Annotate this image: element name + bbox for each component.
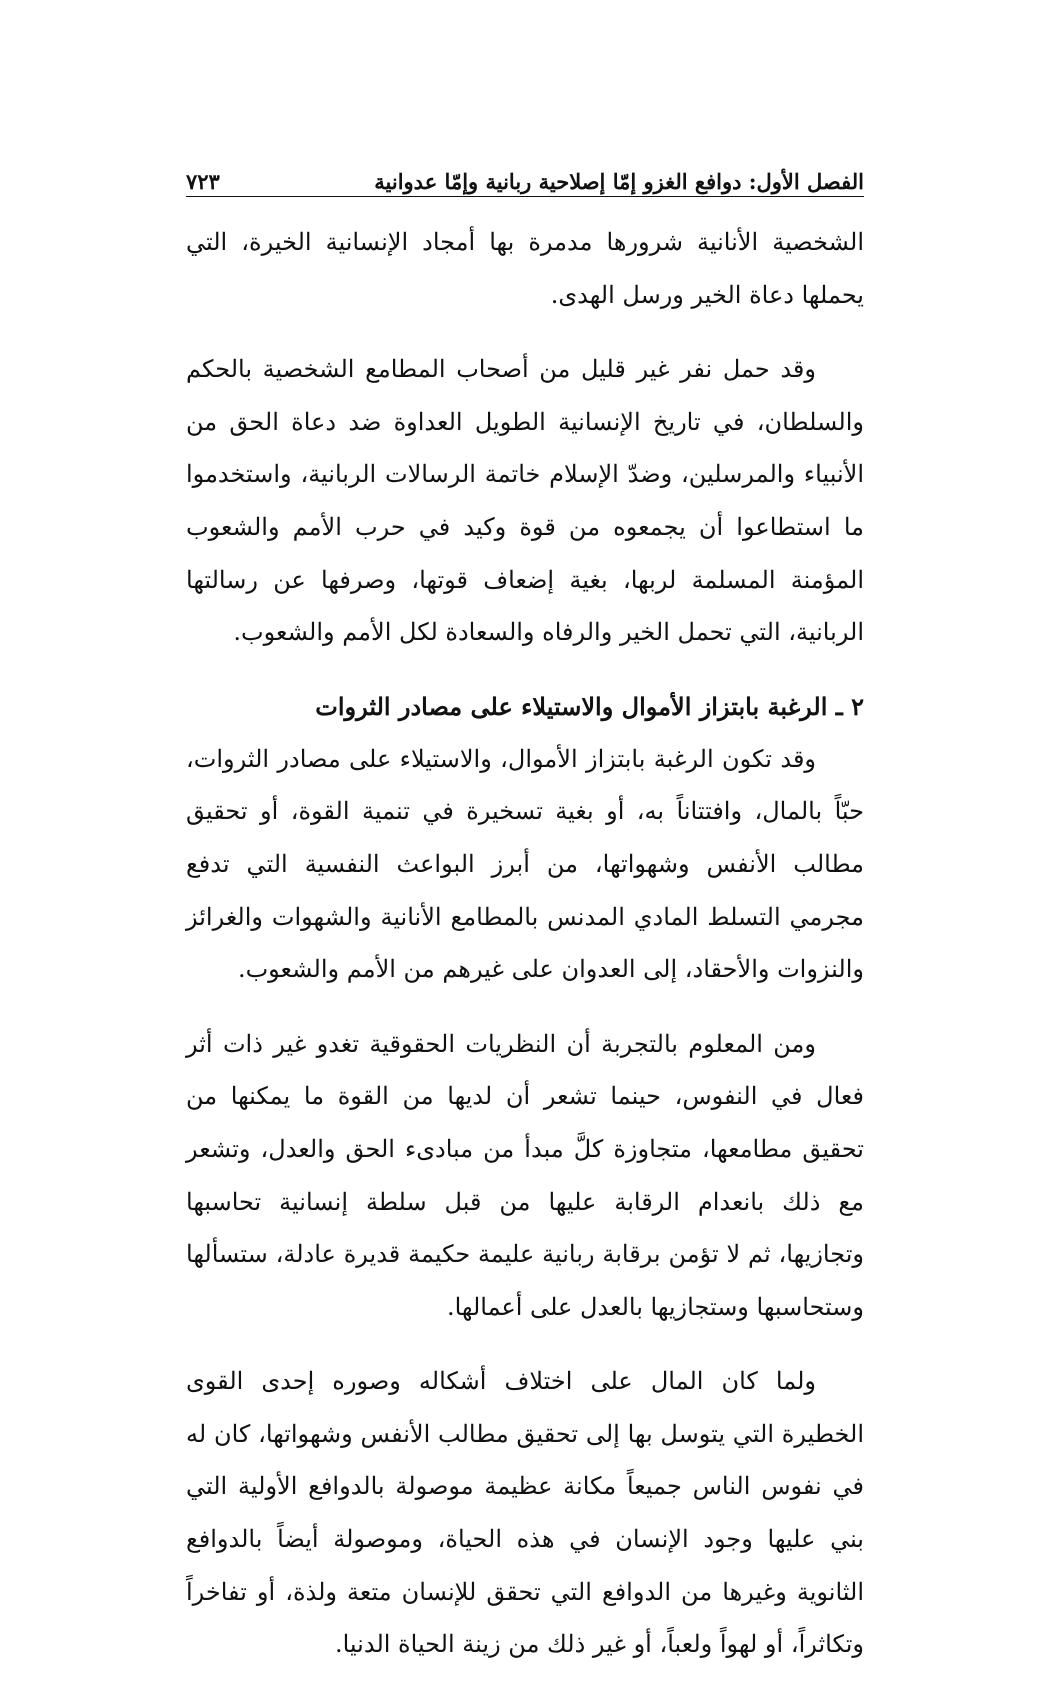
page-body	[186, 216, 864, 1693]
paragraph-continued: الشخصية الأنانية شرورها مدمرة بها أمجاد الإنسانية الخيرة، التي يحملها دعاة الخير ورسل الهدى.	[186, 228, 864, 309]
page-number: ٧٢٣	[186, 169, 220, 194]
paragraph: وقد تكون الرغبة بابتزاز الأموال، والاستيلاء على مصادر الثروات، حبّاً بالمال، وافتتاناً به، أو بغية تسخيرة في تنمية القوة، أو تحقيق مطالب الأنفس وشهواتها، من أبرز البواعث النفسية التي تدفع مجرمي التسلط المادي المدنس بالمطامع الأنانية والشهوات والغرائز والنزوات والأحقاد، إلى العدوان على غيرهم من الأمم والشعوب.	[186, 744, 864, 984]
chapter-title: الفصل الأول: دوافع الغزو إمّا إصلاحية ربانية وإمّا عدوانية	[374, 169, 864, 194]
running-header	[186, 150, 864, 194]
paragraph: ومن المعلوم بالتجربة أن النظريات الحقوقية تغدو غير ذات أثر فعال في النفوس، حينما تشعر أن لديها من القوة ما يمكنها من تحقيق مطامعها، متجاوزة كلَّ مبدأ من مبادىء الحق والعدل، وتشعر مع ذلك بانعدام الرقابة عليها من قبل سلطة إنسانية تحاسبها وتجازيها، ثم لا تؤمن برقابة ربانية عليمة حكيمة قديرة عادلة، ستسألها وستحاسبها وستجازيها بالعدل على أعمالها.	[186, 1029, 864, 1321]
section-heading: ٢ ـ الرغبة بابتزاز الأموال والاستيلاء على مصادر الثروات	[315, 691, 864, 721]
paragraph: وقد حمل نفر غير قليل من أصحاب المطامع الشخصية بالحكم والسلطان، في تاريخ الإنسانية الطويل العداوة ضد دعاة الحق من الأنبياء والمرسلين، وضدّ الإسلام خاتمة الرسالات الربانية، واستخدموا ما استطاعوا أن يجمعوه من قوة وكيد في حرب الأمم والشعوب المؤمنة المسلمة لربها، بغية إضعاف قوتها، وصرفها عن رسالتها الربانية، التي تحمل الخير والرفاه والسعادة لكل الأمم والشعوب.	[186, 355, 864, 647]
header-divider	[186, 196, 864, 197]
paragraph: ولما كان المال على اختلاف أشكاله وصوره إحدى القوى الخطيرة التي يتوسل بها إلى تحقيق مطالب الأنفس وشهواتها، كان له في نفوس الناس جميعاً مكانة عظيمة موصولة بالدوافع الأولية التي بني عليها وجود الإنسان في هذه الحياة، وموصولة أيضاً بالدوافع الثانوية وغيرها من الدوافع التي تحقق للإنسان متعة ولذة، أو تفاخراً وتكاثراً، أو لهواً ولعباً، أو غير ذلك من زينة الحياة الدنيا.	[186, 1367, 864, 1659]
